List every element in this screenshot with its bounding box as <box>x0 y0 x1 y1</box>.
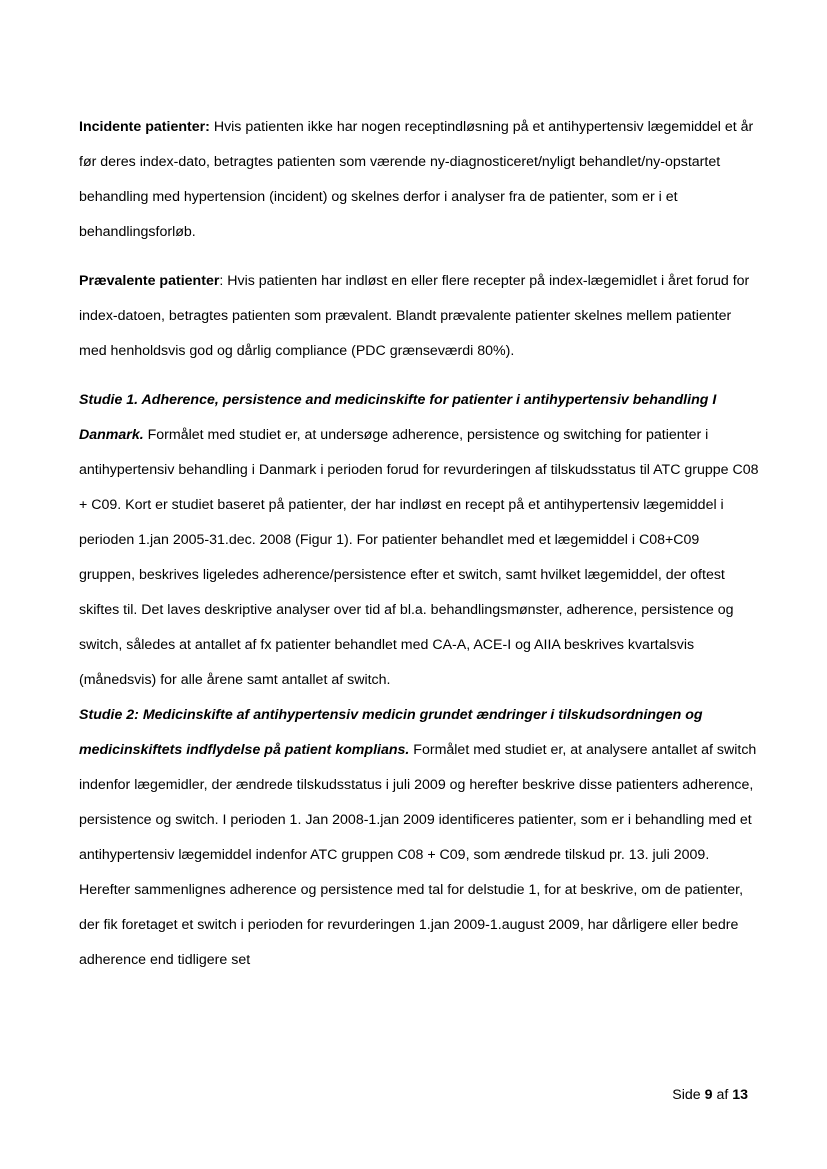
paragraph-incidente-patienter <box>79 110 759 250</box>
paragraph-studie-2 <box>79 698 759 978</box>
paragraph-lead: Studie 2: Medicinskifte af antihypertensiv medicin grundet ændringer i tilskudsordningen og medicinskiftets indflydelse på patient komplians. <box>79 707 703 758</box>
paragraph-text: Formålet med studiet er, at undersøge adherence, persistence og switching for patienter i antihypertensiv behandling i Danmark i perioden forud for revurderingen af tilskudsstatus til ATC gruppe C08 + C09. Kort er studiet baseret på patienter, der har indløst en recept på et antihypertensiv lægemiddel i perioden 1.jan 2005-31.dec. 2008 (Figur 1). For patienter behandlet med et lægemiddel i C08+C09 gruppen, beskrives ligeledes adherence/persistence efter et switch, samt hvilket lægemiddel, der oftest skiftes til. Det laves deskriptive analyser over tid af bl.a. behandlingsmønster, adherence, persistence og switch, således at antallet af fx patienter behandlet med CA-A, ACE-I og AIIA beskrives kvartalsvis (månedsvis) for alle årene samt antallet af switch. <box>79 427 759 688</box>
paragraph-text: Formålet med studiet er, at analysere antallet af switch indenfor lægemidler, der ændrede tilskudsstatus i juli 2009 og herefter beskrive disse patienters adherence, persistence og switch. I perioden 1. Jan 2008-1.jan 2009 identificeres patienter, som er i behandling med et antihypertensiv lægemiddel indenfor ATC gruppen C08 + C09, som ændrede tilskud pr. 13. juli 2009. Herefter sammenlignes adherence og persistence med tal for delstudie 1, for at beskrive, om de patienter, der fik foretaget et switch i perioden for revurderingen 1.jan 2009-1.august 2009, har dårligere eller bedre adherence end tidligere set <box>79 742 757 968</box>
current-page-number: 9 <box>704 1087 713 1103</box>
paragraph-lead: Incidente patienter: <box>79 119 210 135</box>
paragraph-lead: Prævalente patienter <box>79 273 220 289</box>
page-number-footer <box>672 1083 748 1107</box>
total-page-count: 13 <box>732 1087 748 1103</box>
paragraph-text: : Hvis patienten har indløst en eller flere recepter på index-lægemidlet i året forud for index-datoen, betragtes patienten som prævalent. Blandt prævalente patienter skelnes mellem patienter med henholdsvis god og dårlig compliance (PDC grænseværdi 80%). <box>79 273 750 359</box>
paragraph-praevalente-patienter <box>79 264 759 369</box>
paragraph-text: Hvis patienten ikke har nogen receptindløsning på et antihypertensiv lægemiddel et år før deres index-dato, betragtes patienten som værende ny-diagnosticeret/nyligt behandlet/ny-opstartet behandling med hypertension (incident) og skelnes derfor i analyser fra de patienter, som er i et behandlingsforløb. <box>79 119 754 240</box>
page-body <box>79 110 759 978</box>
page-label-separator: af <box>712 1087 733 1103</box>
paragraph-lead: Studie 1. Adherence, persistence and medicinskifte for patienter i antihypertensiv behandling I Danmark. <box>79 392 717 443</box>
page-label-prefix: Side <box>672 1087 705 1103</box>
paragraph-studie-1 <box>79 383 759 698</box>
